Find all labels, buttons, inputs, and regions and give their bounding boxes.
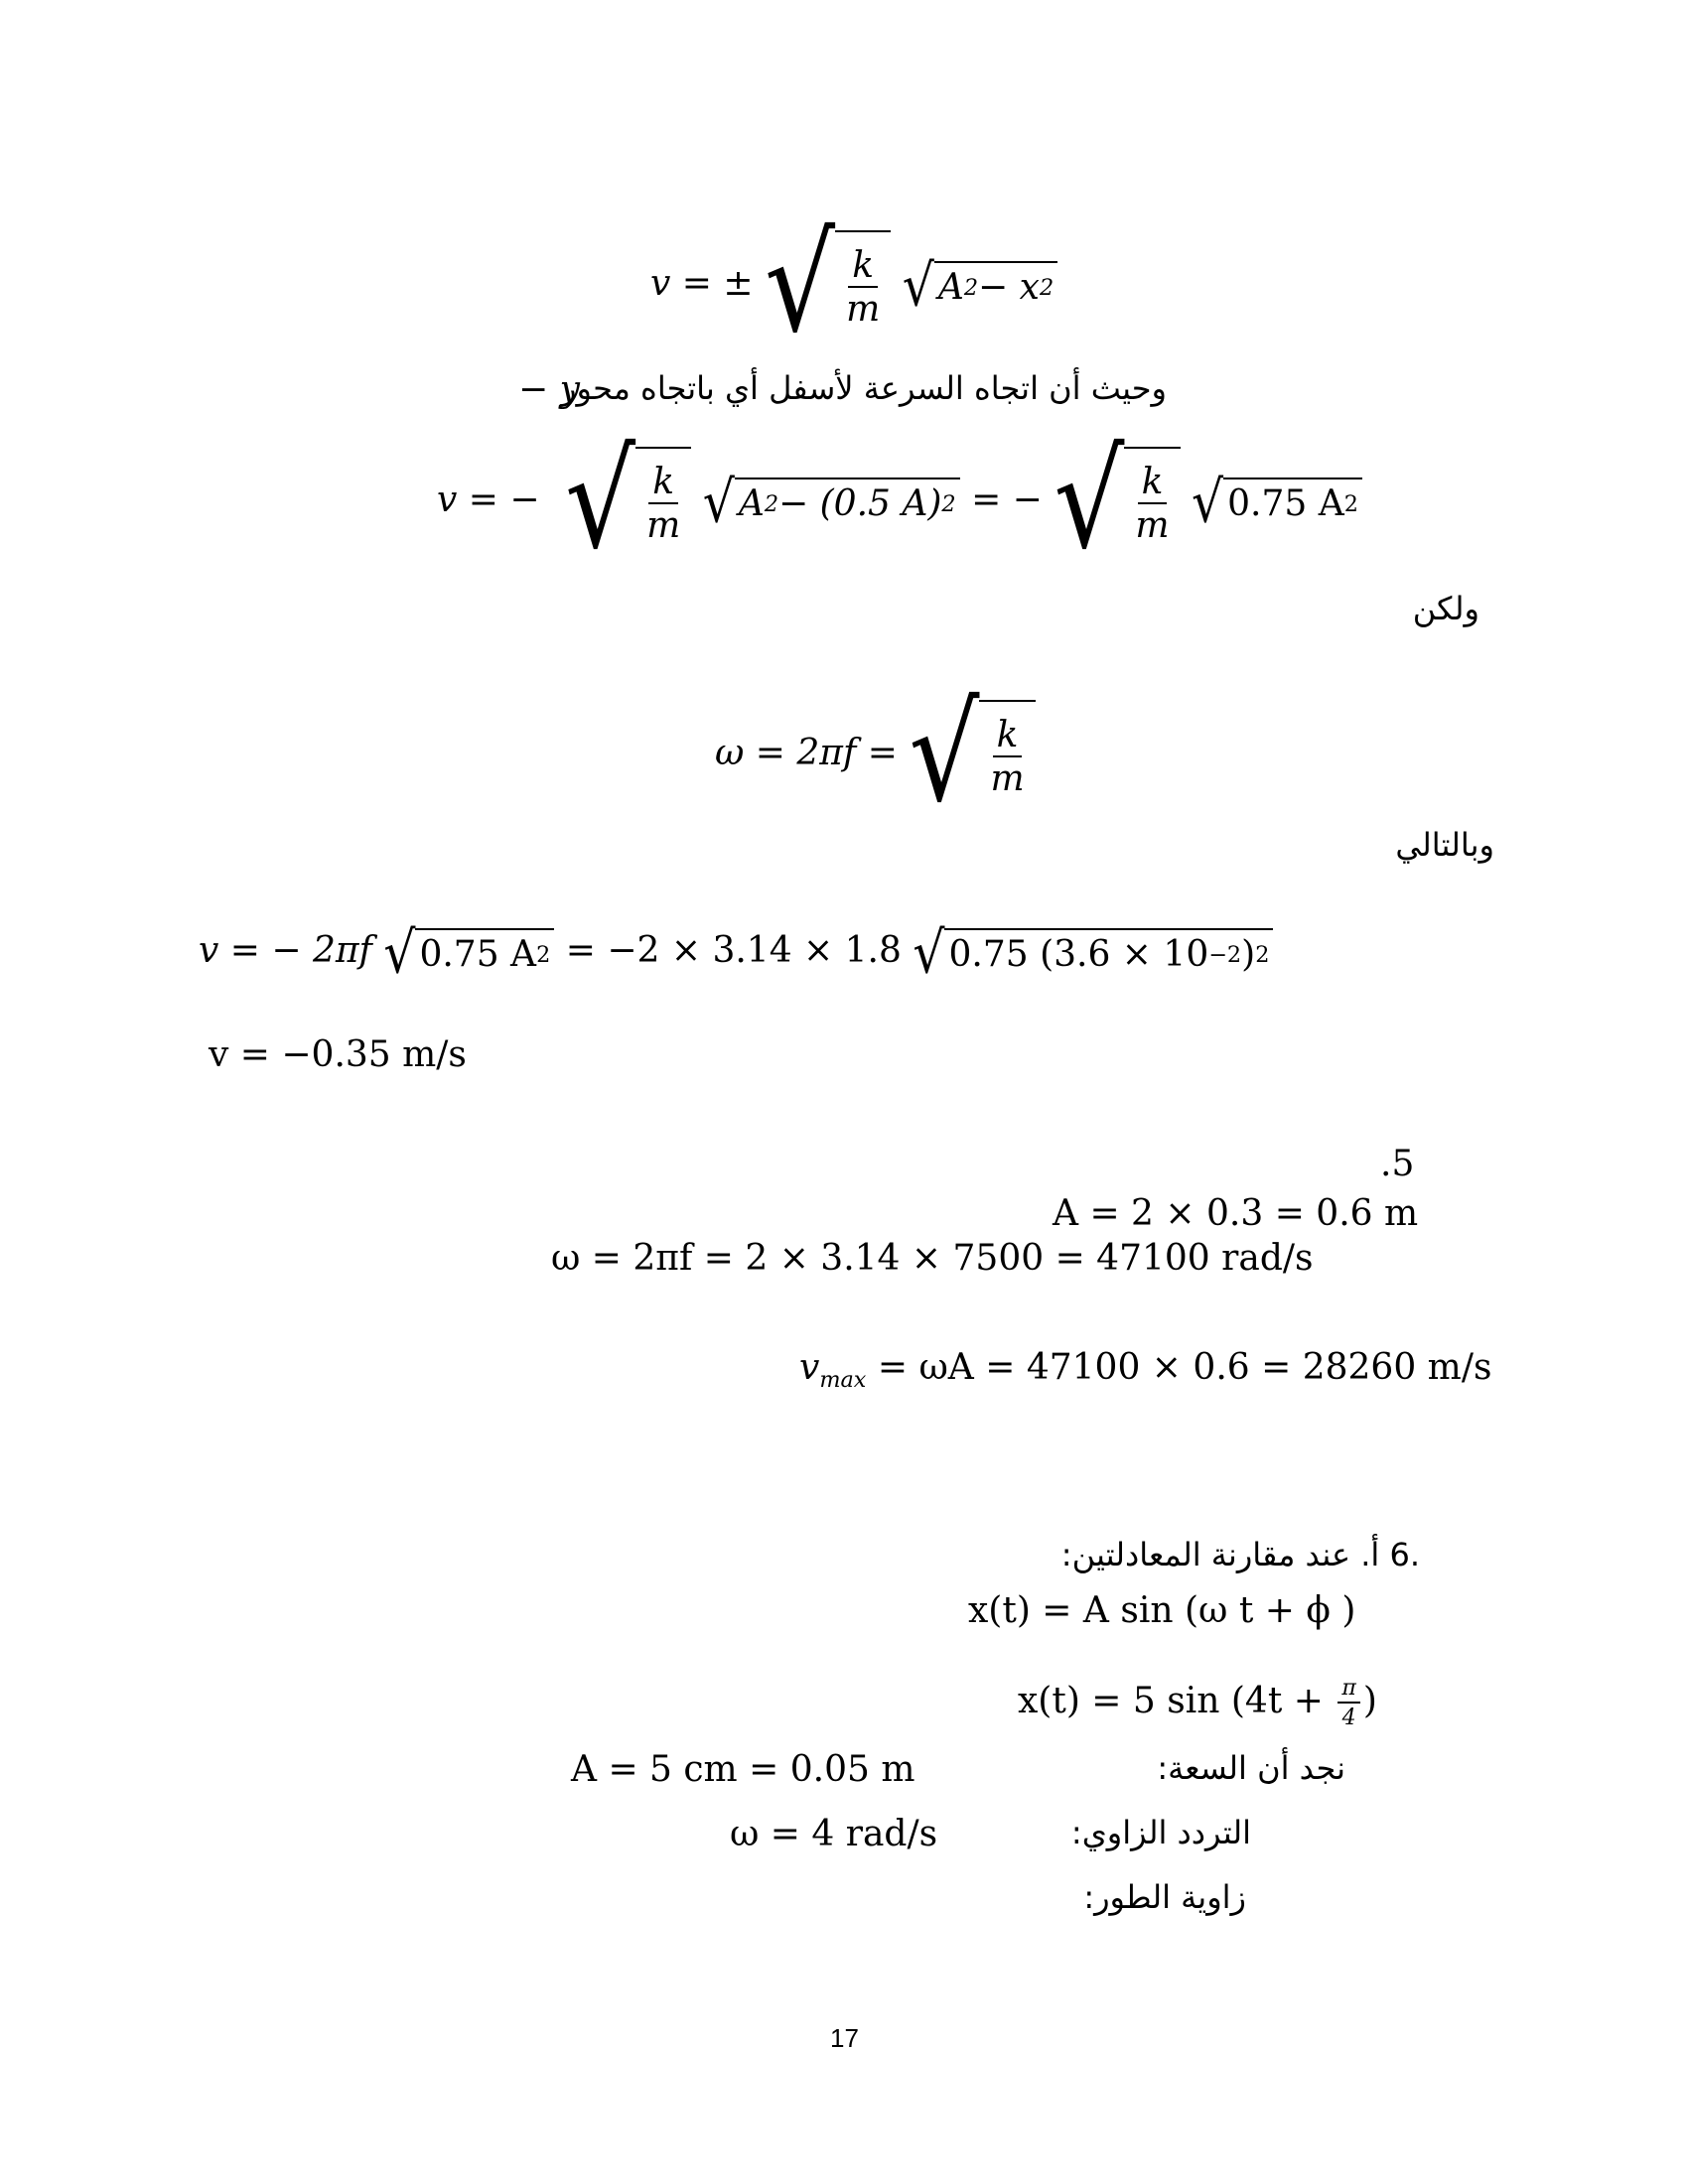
sqrt-k-over-m-2: √ $\frac{k}{m}$ [1054,447,1180,558]
item-6-heading: .6 أ. عند مقارنة المعادلتين: [1060,1536,1420,1573]
eq-omega-value: ω = 4 rad/s [730,1814,938,1854]
fraction-pi-4: $\frac{\pi}{4}$ [1337,1678,1359,1729]
y-axis-label: − y [518,369,580,410]
fraction-k-m: $\frac{k}{m}$ [846,244,881,330]
eq1-lhs: v = ± [650,262,754,304]
therefore-label: وبالتالي [1395,826,1494,864]
eq-angular-frequency: ω = 2πf = 2 × 3.14 × 7500 = 47100 rad/s [551,1238,1314,1279]
amplitude-label: نجد أن السعة: [1157,1749,1345,1787]
sqrt-a2-x2: √ A 2 − x 2 [903,261,1057,311]
but-label: ولكن [1412,590,1479,627]
item-5-number: .5 [1380,1144,1415,1184]
sqrt-075-a2-b: √ 0.75 A 2 [383,928,554,978]
angular-frequency-label: التردد الزاوي: [1070,1814,1251,1851]
sqrt-075-a2: √ 0.75 A 2 [1192,478,1362,527]
sqrt-k-over-m-1: √ $\frac{k}{m}$ [565,447,691,558]
sqrt-a2-minus-half-a2: √ A 2 − (0.5 A) 2 [703,478,960,527]
eq-velocity-result: v = −0.35 m/s [209,1034,467,1075]
eq-max-velocity: $v_{max} = \omega A = 47100 \times 0.6 = 28260$ m/s [799,1347,1492,1393]
sqrt-numeric: √ 0.75 (3.6 × 10 −2 ) 2 [913,928,1273,978]
sqrt-k-over-m: √ $\frac{k}{m}$ [765,230,891,341]
sqrt-k-over-m-3: √ $\frac{k}{m}$ [909,700,1035,811]
eq-omega-relation: ω = 2πf = √ $\frac{k}{m}$ [715,700,1036,811]
eq-amplitude-value: A = 5 cm = 0.05 m [571,1749,915,1790]
eq-velocity-substituted: v = − √ $\frac{k}{m}$ √ A 2 − (0.5 A) 2 = − √ $\frac{k}{m}$ √ 0.75 A 2 [437,447,1362,558]
eq-given-shm: x(t) = 5 sin (4t + $\frac{\pi}{4}$ ) [1018,1676,1377,1730]
phase-angle-label: زاوية الطور: [1083,1878,1246,1916]
eq-amplitude: A = 2 × 0.3 = 0.6 m [1053,1193,1419,1234]
page-number: 17 [830,2023,859,2053]
eq-general-shm: x(t) = A sin (ω t + ϕ ) [968,1590,1356,1631]
direction-note: وحيث أن اتجاه السرعة لأسفل أي باتجاه محور [561,369,1167,407]
eq-velocity-numeric: v = − 2πf √ 0.75 A 2 = −2 × 3.14 × 1.8 √ 0.75 (3.6 × 10 −2 ) 2 [199,928,1273,978]
eq-velocity-general [650,206,1057,362]
